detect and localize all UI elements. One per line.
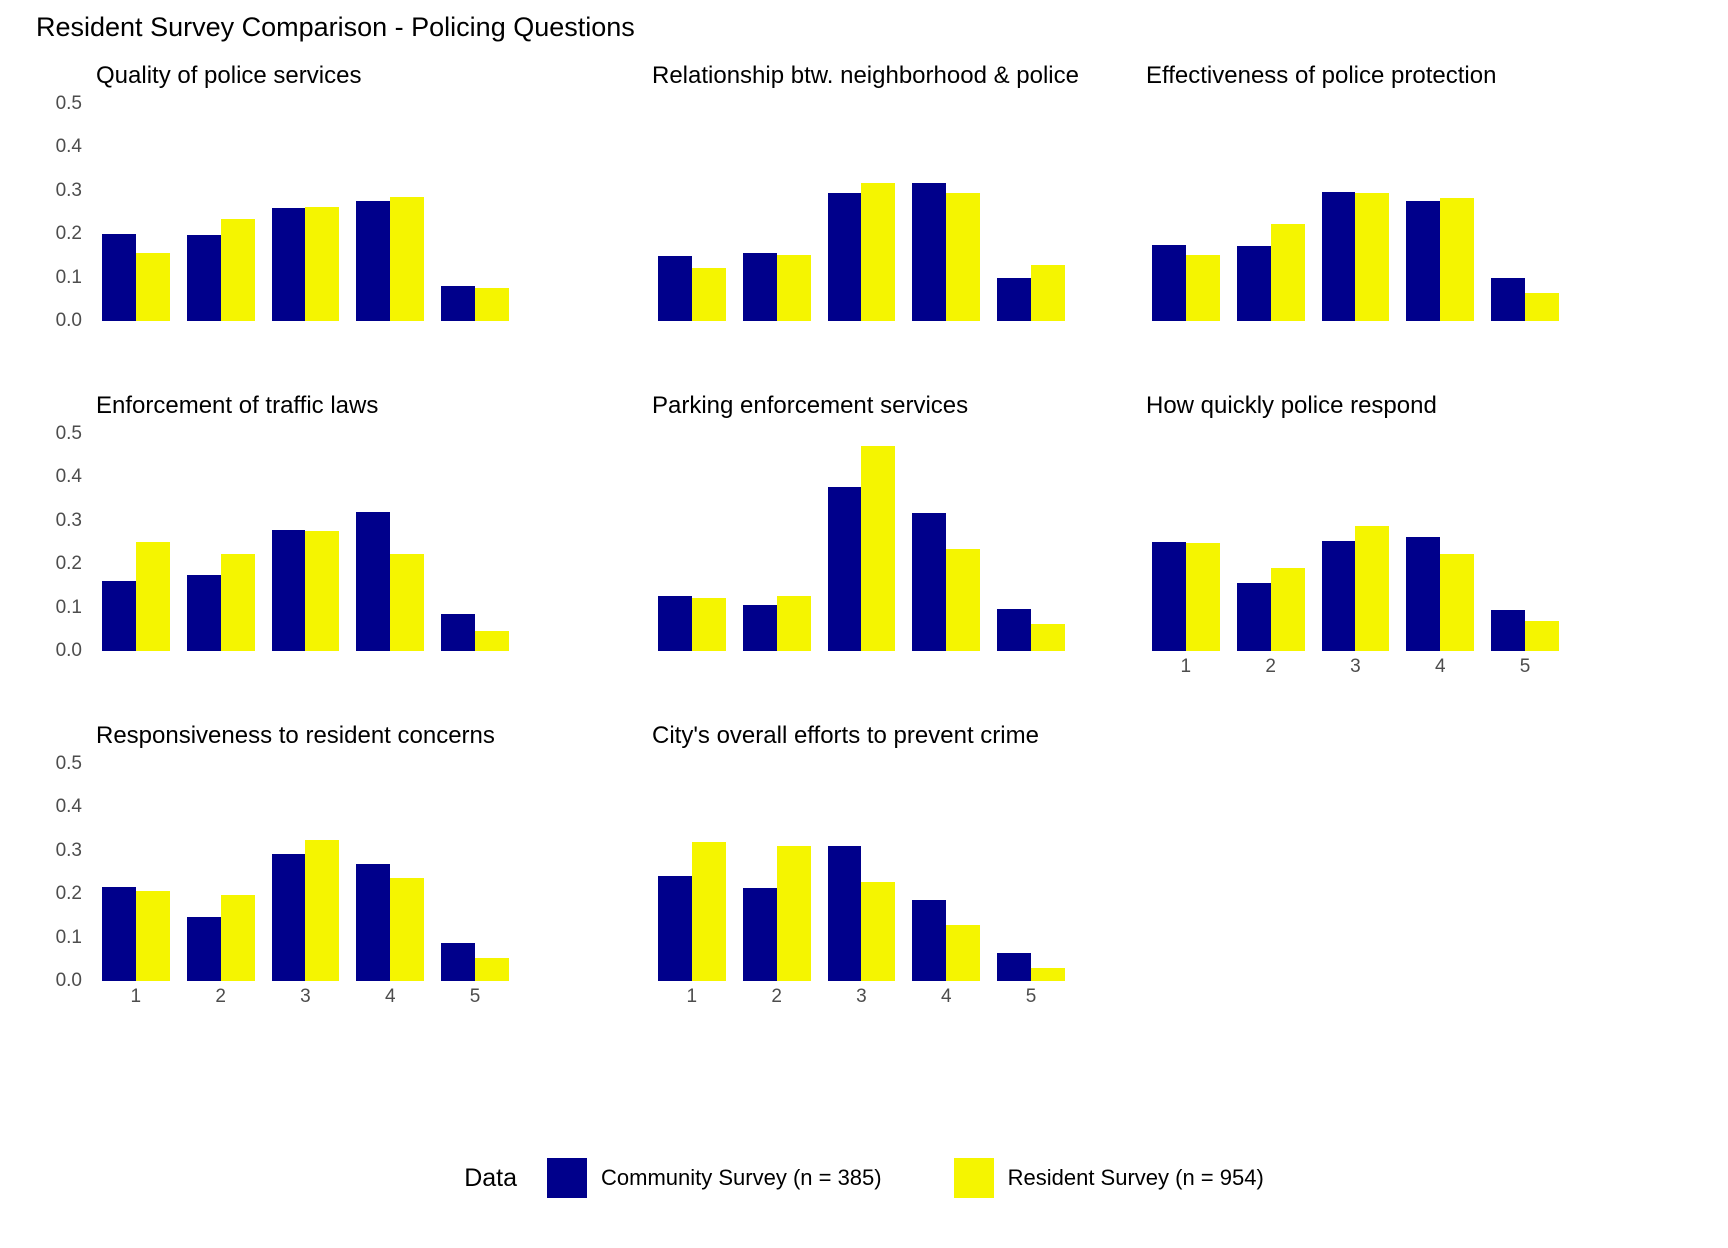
bar (743, 888, 777, 981)
bar (828, 487, 862, 651)
y-axis-tick-label: 0.2 (55, 883, 82, 905)
bar (1271, 224, 1305, 321)
bar-group (266, 104, 351, 321)
y-axis (18, 93, 90, 331)
bar (1406, 537, 1440, 651)
bar (658, 256, 692, 321)
bar (1406, 201, 1440, 321)
y-axis-tick-label: 0.0 (55, 640, 82, 661)
bar (356, 201, 390, 321)
y-axis-tick-label: 0.1 (55, 596, 82, 618)
x-axis (96, 986, 520, 1016)
bar (1525, 293, 1559, 321)
y-axis-tick-label: 0.1 (55, 926, 82, 948)
bar (692, 842, 726, 981)
y-axis-tick-label: 0.3 (55, 179, 82, 201)
bar (475, 631, 509, 651)
y-axis (18, 753, 90, 991)
panel-title: Responsiveness to resident concerns (96, 722, 495, 749)
bar (997, 953, 1031, 981)
chart-panel (574, 718, 1130, 1048)
panel-row (0, 718, 1728, 1048)
plot-area (1146, 104, 1570, 321)
bar (1186, 255, 1220, 321)
legend-title: Data (464, 1163, 517, 1192)
chart-legend (0, 1148, 1728, 1208)
y-axis-tick-label: 0.4 (55, 136, 82, 158)
chart-panel (18, 58, 574, 388)
bar (356, 512, 390, 651)
bar (1440, 554, 1474, 651)
bar (390, 554, 424, 651)
x-axis-tick-label: 2 (215, 986, 226, 1007)
x-axis-tick-label: 4 (940, 986, 952, 1007)
bar-group (1316, 104, 1401, 321)
legend-label: Community Survey (n = 385) (601, 1165, 882, 1190)
bar (1152, 245, 1186, 321)
bar (390, 197, 424, 321)
bar (136, 542, 170, 651)
bar (1355, 526, 1389, 651)
chart-panel (18, 718, 574, 1048)
bar-group (1231, 104, 1316, 321)
panel-title: Relationship btw. neighborhood & police (652, 62, 1079, 89)
chart-panel (574, 58, 1130, 388)
bar (828, 193, 862, 321)
bar (187, 917, 221, 981)
x-axis-tick-label: 5 (1025, 986, 1037, 1007)
bar-group (822, 104, 907, 321)
bar-group (1146, 434, 1231, 651)
x-axis-tick-label: 4 (384, 986, 396, 1007)
bar (946, 193, 980, 321)
bar (356, 864, 390, 981)
chart-panel (18, 388, 574, 718)
bar (1322, 541, 1356, 651)
bar (743, 253, 777, 321)
bar (743, 605, 777, 651)
plot-area (96, 764, 520, 981)
bar (1491, 610, 1525, 651)
bar-group (1485, 104, 1570, 321)
bar-group (737, 434, 822, 651)
plot-area (96, 434, 520, 651)
plot-area (652, 764, 1076, 981)
bar-group (991, 104, 1076, 321)
bar (441, 286, 475, 321)
y-axis-tick-label: 0.0 (55, 310, 82, 331)
bar (272, 854, 306, 981)
bar (912, 900, 946, 981)
bar (1440, 198, 1474, 321)
bar (1271, 568, 1305, 651)
y-axis-tick-label: 0.4 (55, 796, 82, 818)
bar (777, 846, 811, 981)
bar (946, 549, 980, 651)
bar (861, 882, 895, 981)
legend-item[interactable] (954, 1158, 1264, 1198)
bar-group (991, 764, 1076, 981)
panel-title: Enforcement of traffic laws (96, 392, 379, 419)
bar-group (181, 764, 266, 981)
bar-group (181, 104, 266, 321)
x-axis-tick-label: 5 (1519, 656, 1531, 677)
bar-group (1485, 434, 1570, 651)
plot-area (1146, 434, 1570, 651)
legend-item[interactable] (547, 1158, 882, 1198)
y-axis-tick-label: 0.5 (55, 423, 82, 444)
bar (136, 891, 170, 981)
y-axis-tick-label: 0.3 (55, 509, 82, 531)
plot-area (652, 434, 1076, 651)
bar-group (181, 434, 266, 651)
bar (272, 208, 306, 321)
bar (187, 235, 221, 321)
y-axis-tick-label: 0.2 (55, 553, 82, 575)
bar (1152, 542, 1186, 651)
bar-group (266, 434, 351, 651)
bar (441, 943, 475, 981)
bar-group (652, 764, 737, 981)
panel-title: How quickly police respond (1146, 392, 1437, 419)
bar (102, 887, 136, 981)
x-axis-tick-label: 1 (130, 986, 142, 1007)
x-axis-tick-label: 1 (1180, 656, 1192, 677)
bar (1031, 265, 1065, 321)
bar (102, 581, 136, 651)
y-axis-tick-label: 0.1 (55, 266, 82, 288)
bar-group (1400, 104, 1485, 321)
bar-group (435, 434, 520, 651)
bar (390, 878, 424, 981)
bar (861, 183, 895, 321)
bar (997, 278, 1031, 321)
y-axis-tick-label: 0.4 (55, 466, 82, 488)
bar (305, 207, 339, 321)
y-axis-tick-label: 0.2 (55, 223, 82, 245)
plot-area (652, 104, 1076, 321)
panel-row (0, 58, 1728, 388)
bar-group (1316, 434, 1401, 651)
bar-group (96, 434, 181, 651)
bar-group (1146, 104, 1231, 321)
bar (1491, 278, 1525, 321)
bar (102, 234, 136, 321)
panel-title: Quality of police services (96, 62, 362, 89)
panel-title: Effectiveness of police protection (1146, 62, 1497, 89)
bar (441, 614, 475, 651)
chart-panel (1068, 58, 1624, 388)
bar-group (435, 764, 520, 981)
bar-group (266, 764, 351, 981)
x-axis-tick-label: 5 (469, 986, 481, 1007)
bar (828, 846, 862, 981)
bar (1031, 624, 1065, 651)
bar-group (1400, 434, 1485, 651)
bar-group (906, 434, 991, 651)
panel-title: Parking enforcement services (652, 392, 969, 419)
bar-group (906, 764, 991, 981)
panel-title: City's overall efforts to prevent crime (652, 722, 1039, 749)
x-axis-tick-label: 3 (1350, 656, 1361, 677)
bar (136, 253, 170, 321)
bar (946, 925, 980, 981)
bar (658, 596, 692, 651)
bar (912, 513, 946, 651)
bar-group (350, 434, 435, 651)
bar (1186, 543, 1220, 651)
x-axis-tick-label: 2 (771, 986, 782, 1007)
bar-group (822, 434, 907, 651)
x-axis (652, 986, 1076, 1016)
x-axis (1146, 656, 1570, 686)
y-axis-tick-label: 0.3 (55, 839, 82, 861)
bar-group (991, 434, 1076, 651)
bar-group (737, 764, 822, 981)
bar (1237, 583, 1271, 651)
y-axis-tick-label: 0.5 (55, 93, 82, 114)
page-title: Resident Survey Comparison - Policing Questions (36, 12, 635, 42)
bar (997, 609, 1031, 651)
bar (658, 876, 692, 981)
bar (692, 268, 726, 321)
bar (1031, 968, 1065, 981)
bar (475, 958, 509, 981)
bar (912, 183, 946, 321)
plot-area (96, 104, 520, 321)
bar (1525, 621, 1559, 651)
x-axis-tick-label: 3 (300, 986, 311, 1007)
panel-row (0, 388, 1728, 718)
bar (187, 575, 221, 651)
bar-group (96, 764, 181, 981)
bar (221, 219, 255, 321)
bar-group (737, 104, 822, 321)
bar-group (822, 764, 907, 981)
panel-grid (0, 58, 1728, 1048)
bar-group (652, 434, 737, 651)
bar-group (652, 104, 737, 321)
bar (861, 446, 895, 651)
bar (1237, 246, 1271, 321)
x-axis-tick-label: 2 (1265, 656, 1276, 677)
bar (221, 895, 255, 981)
bar (272, 530, 306, 651)
legend-swatch-icon (954, 1158, 994, 1198)
chart-panel (574, 388, 1130, 718)
bar (1355, 193, 1389, 321)
y-axis (18, 423, 90, 661)
y-axis-tick-label: 0.0 (55, 970, 82, 991)
bar-group (1231, 434, 1316, 651)
bar (221, 554, 255, 651)
bar (692, 598, 726, 651)
bar (305, 531, 339, 651)
bar (777, 596, 811, 651)
legend-swatch-icon (547, 1158, 587, 1198)
x-axis-tick-label: 3 (856, 986, 867, 1007)
x-axis-tick-label: 4 (1434, 656, 1446, 677)
y-axis-tick-label: 0.5 (55, 753, 82, 774)
bar (305, 840, 339, 981)
bar-group (435, 104, 520, 321)
x-axis-tick-label: 1 (686, 986, 698, 1007)
chart-panel (1068, 388, 1624, 718)
legend-label: Resident Survey (n = 954) (1007, 1165, 1264, 1190)
bar (777, 255, 811, 321)
bar-group (350, 104, 435, 321)
bar (475, 288, 509, 321)
bar-group (906, 104, 991, 321)
bar-group (350, 764, 435, 981)
bar (1322, 192, 1356, 321)
bar-group (96, 104, 181, 321)
